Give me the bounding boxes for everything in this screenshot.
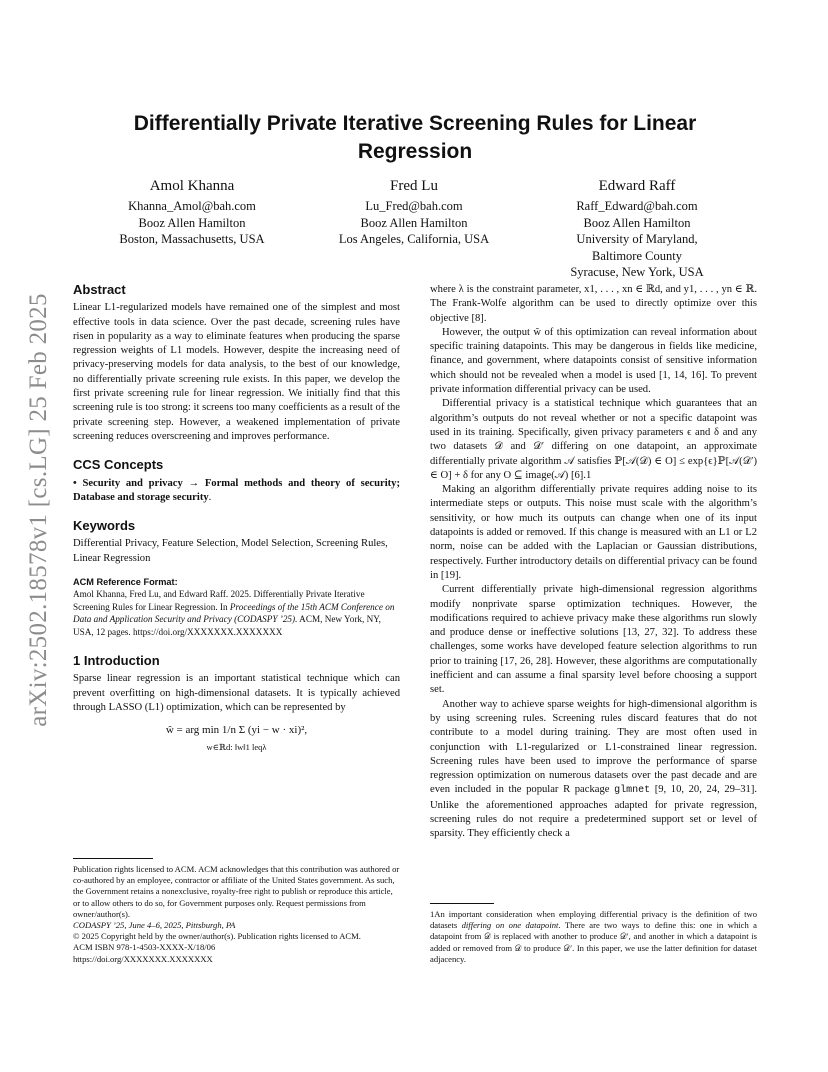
right-column xyxy=(430,283,757,842)
author-name: Edward Raff xyxy=(598,178,676,194)
author-email: Raff_Edward@bah.com xyxy=(576,199,698,213)
footnote-rule xyxy=(430,903,494,904)
ccs-concepts: • Security and privacy → Formal methods and theory of security; Database and storage security. xyxy=(73,477,400,503)
footnote-rule xyxy=(73,858,153,859)
lasso-equation xyxy=(73,723,400,754)
author-affiliation: Booz Allen Hamilton xyxy=(583,215,691,230)
intro-heading: 1 Introduction xyxy=(73,653,160,669)
abstract-heading: Abstract xyxy=(73,282,126,297)
author-affiliation: Los Angeles, California, USA xyxy=(338,232,490,246)
paragraph: However, the output ŵ of this optimization can reveal information about specific training datapoints. This may be dangerous in fields like medicine, finance, and government, where datapoints consist of sensitive information which should not be revealed when a model is used [1, 14, 16]. To prevent private information differential privacy can be used. xyxy=(430,326,757,396)
paragraph: Making an algorithm differentially private requires adding noise to its intermediate steps or outputs. This noise must scale with the algorithm’s sensitivity, or how much its outputs can change when one of its input datapoints is added or removed. If this change is measured with an L1 or L2 norm, noise can be added with the Laplacian or Gaussian distributions, respectively. Further introductory details on differential privacy can be found in [19]. xyxy=(430,484,757,581)
keywords-text: Differential Privacy, Feature Selection, Model Selection, Screening Rules, Linear Regression xyxy=(73,538,388,564)
author-email: Lu_Fred@bah.com xyxy=(365,199,463,213)
paragraph: Another way to achieve sparse weights for high-dimensional algorithm is by using screening rules. Screening rules discard features that do not contribute to a model during training. They are most often used in conjunction with L1-regularized or L1-constrained linear regression. Screening rules have been used to improve the performance of sparse regression optimization on numerous datasets over the past decade and are even included in the popular R package glmnet [9, 10, 20, 24, 29–31]. Unlike the aforementioned approaches adapted for private regression, screening rules do not require a predetermined support set or level of sparsity. They efficiently check a xyxy=(430,698,757,840)
conference-info: CODASPY ’25, June 4–6, 2025, Pittsburgh, PA xyxy=(73,920,236,931)
footnote-emphasis: differing on one datapoint xyxy=(461,920,559,931)
keywords-heading: Keywords xyxy=(73,518,136,534)
reference-tail: ACM, New York, NY, USA, 12 pages. https://doi.org/XXXXXXX.XXXXXXX xyxy=(73,614,381,637)
author-block-2 xyxy=(314,176,514,248)
equation-main: ŵ = arg min 1/n Σ (yi − w · xi)², xyxy=(165,724,308,737)
acm-reference xyxy=(73,576,400,638)
footnote-text: 1An important consideration when employing differential privacy is the definition of two datasets xyxy=(430,909,757,931)
rights-block xyxy=(73,858,400,965)
author-affiliation: Boston, Massachusetts, USA xyxy=(119,232,265,246)
author-affiliation: Booz Allen Hamilton xyxy=(360,215,468,230)
paper-title: Differentially Private Iterative Screening Rules for Linear Regression xyxy=(133,112,697,163)
footnote-block: 1An important consideration when employing differential privacy is the definition of two datasets differing on one datapoint. There are two ways to define this: one in which a datapoint from 𝒟 is replaced with another to produce 𝒟′, and another in which a datapoint is added or removed from 𝒟 to produce 𝒟′. In this paper, we use the latter definition for dataset adjacency. xyxy=(430,903,757,965)
rights-statement: Publication rights licensed to ACM. ACM acknowledges that this contribution was authored or co-authored by an employee, contractor or affiliate of the United States government. As such, the Government retains a nonexclusive, royalty-free right to publish or reproduce this article, or to allow others to do so, for Government purposes only. Request permissions from owner/author(s). xyxy=(73,864,400,919)
doi-link[interactable]: https://doi.org/XXXXXXX.XXXXXXX xyxy=(73,953,213,964)
left-column xyxy=(73,283,400,762)
reference-proceedings: Proceedings of the 15th ACM Conference on Data and Application Security and Privacy (CODASPY ’25). xyxy=(73,601,395,625)
isbn-line: ACM ISBN 978-1-4503-XXXX-X/18/06 xyxy=(73,942,216,953)
copyright-line: © 2025 Copyright held by the owner/author(s). Publication rights licensed to ACM. xyxy=(73,931,361,942)
paragraph: Current differentially private high-dimensional regression algorithms modify nonprivate sparse optimization techniques. However, the modifications required to achieve privacy make these algorithms run slowly and produce dense or ineffective solutions [13, 27, 32]. To address these challenges, some works have developed feature selection algorithms to run prior to training [17, 26, 28]. However, these algorithms are computationally inefficient and can assume a final sparsity level before choosing a support set. xyxy=(430,584,757,696)
paragraph: where λ is the constraint parameter, x1, . . . , xn ∈ ℝd, and y1, . . . , yn ∈ ℝ. The Frank-Wolfe algorithm can be used to directly optimize over this objective [8]. xyxy=(430,284,757,324)
author-affiliation: Booz Allen Hamilton xyxy=(138,215,246,230)
author-block-3 xyxy=(537,176,737,281)
reference-heading: ACM Reference Format: xyxy=(73,577,178,588)
paragraph: Differential privacy is a statistical technique which guarantees that an algorithm’s outputs do not reveal whether or not a specific datapoint was used in its training. Specifically, given privacy parameters ϵ and δ and any two datasets 𝒟 and 𝒟′ differing on one datapoint, an approximate differentially private algorithm 𝒜 satisfies ℙ[𝒜(𝒟) ∈ O] ≤ exp{ϵ}ℙ[𝒜(𝒟′) ∈ O] + δ for any O ⊆ image(𝒜) [6].1 xyxy=(430,398,757,481)
ccs-bullet: • xyxy=(73,477,77,489)
equation-subscript: w∈ℝd: ‖w‖1 leqλ xyxy=(206,741,267,752)
package-name: glmnet xyxy=(614,785,651,797)
author-email: Khanna_Amol@bah.com xyxy=(128,199,256,213)
author-affiliation: Syracuse, New York, USA xyxy=(570,265,704,279)
author-name: Amol Khanna xyxy=(149,178,235,194)
author-affiliation: Baltimore County xyxy=(592,248,682,263)
arxiv-sidebar xyxy=(22,290,56,730)
ccs-heading: CCS Concepts xyxy=(73,457,164,473)
author-name: Fred Lu xyxy=(390,178,438,194)
abstract-text: Linear L1-regularized models have remained one of the simplest and most effective tools in data science. Over the past decade, screening rules have risen in popularity as a way to eliminate features when producing the sparse regression weights of L1 models. However, despite the increasing need of privacy-preserving models for data analysis, to the best of our knowledge, no differentially private screening rule exists. In this paper, we develop the first private screening rule for linear regression. We initially find that this screening rule is too strong: it screens too many coefficients as a result of the private screening step. However, a weakened implementation of private screening reduces overscreening and improves performance. xyxy=(73,302,400,442)
arxiv-identifier: arXiv:2502.18578v1 [cs.LG] 25 Feb 2025 xyxy=(25,293,52,727)
intro-text: Sparse linear regression is an important statistical technique which can prevent overfitting on high-dimensional datasets. It is typically achieved through LASSO (L1) optimization, which can be represented by xyxy=(73,673,400,713)
reference-text: Amol Khanna, Fred Lu, and Edward Raff. 2025. Differentially Private Iterative Screening Rules for Linear Regression. In xyxy=(73,589,365,612)
ccs-text: Security and privacy → Formal methods and theory of security; Database and storage security xyxy=(73,477,400,503)
author-block-1 xyxy=(92,176,292,248)
author-affiliation: University of Maryland, xyxy=(576,232,698,246)
